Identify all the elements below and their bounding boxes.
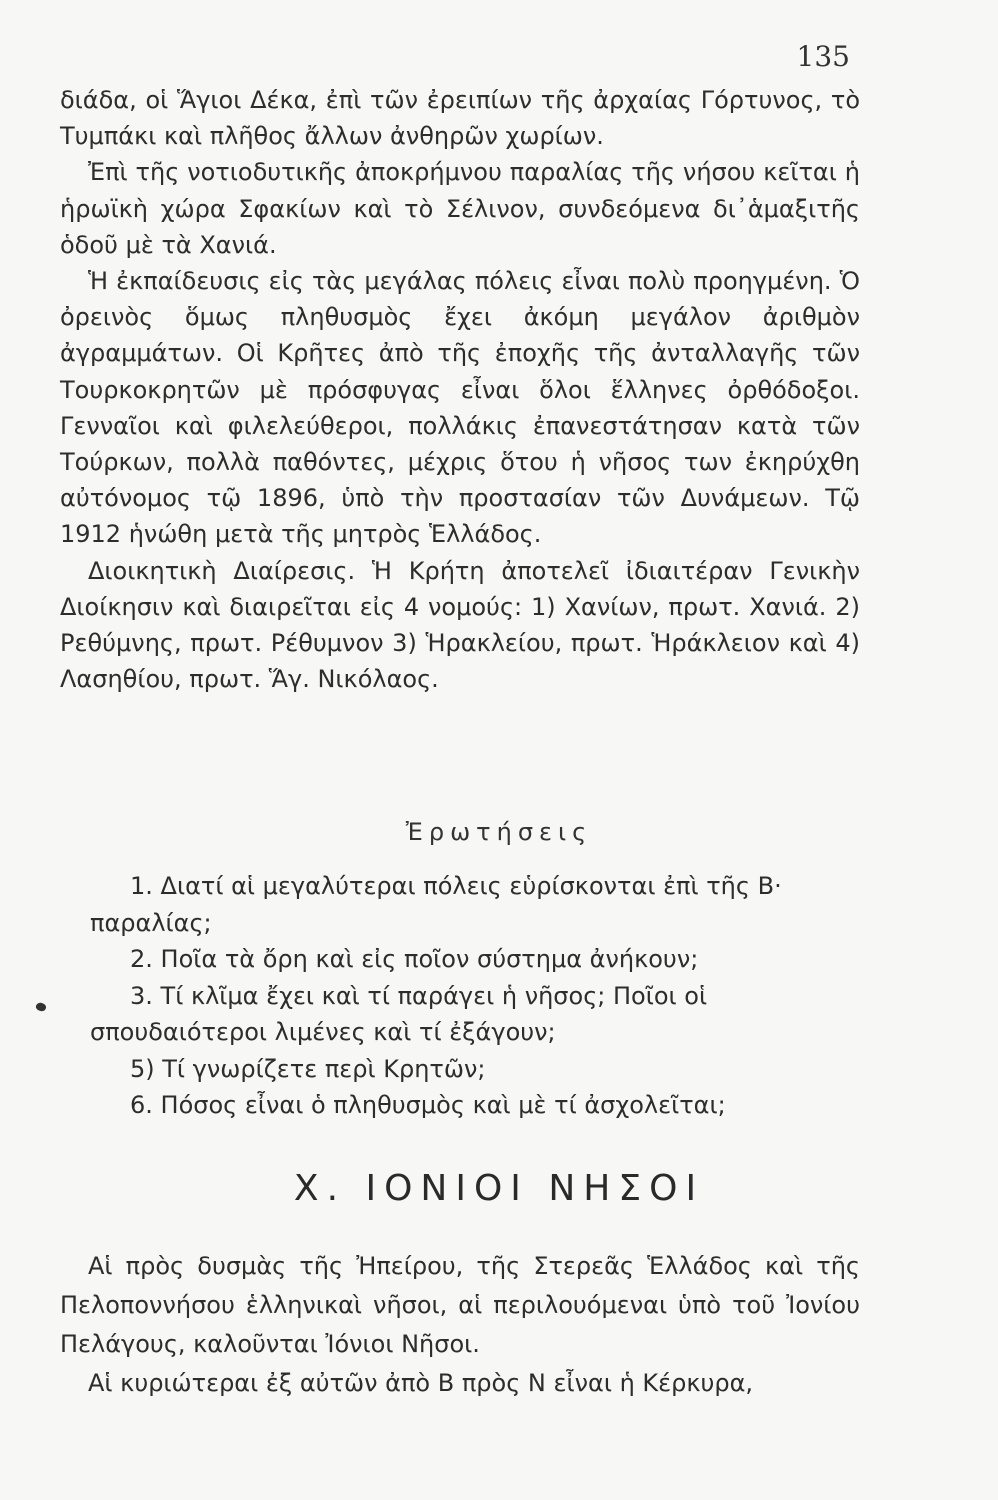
paragraph-education: Ἡ ἐκπαίδευσις εἰς τὰς μεγάλας πόλεις εἶναι πολὺ προηγμένη. Ὁ ὀρεινὸς ὅμως πληθυσμὸς ἔχει ἀκόμη μεγάλον ἀριθμὸν ἀγραμμάτων. Οἱ Κρῆτες ἀπὸ τῆς ἐποχῆς τῆς ἀνταλλαγῆς τῶν Τουρκοκρητῶν μὲ πρόσφυγας εἶναι ὅλοι ἕλληνες ὀρθόδοξοι. Γενναῖοι καὶ φιλελεύθεροι, πολλάκις ἐπανεστάτησαν κατὰ τῶν Τούρκων, πολλὰ παθόντες, μέχρις ὅτου ἡ νῆσος των ἐκηρύχθη αὐτόνομος τῷ 1896, ὑπὸ τὴν προστασίαν τῶν Δυνάμεων. Τῷ 1912 ἡνώθη μετὰ τῆς μητρὸς Ἑλλάδος. [60, 267, 860, 549]
question-item: 1. Διατί αἱ μεγαλύτεραι πόλεις εὑρίσκονται ἐπὶ τῆς Β· παραλίας; [90, 872, 782, 937]
body-text [60, 82, 860, 697]
questions-list [90, 868, 860, 1124]
paragraph-ionian-list: Αἱ κυριώτεραι ἐξ αὐτῶν ἀπὸ Β πρὸς Ν εἶναι ἡ Κέρκυρα, [88, 1369, 754, 1397]
question-item: 6. Πόσος εἶναι ὁ πληθυσμὸς καὶ μὲ τί ἀσχολεῖται; [130, 1091, 726, 1119]
question-item: 2. Ποῖα τὰ ὄρη καὶ εἰς ποῖον σύστημα ἀνήκουν; [130, 945, 699, 973]
section-heading: Χ. ΙΟΝΙΟΙ ΝΗΣΟΙ [293, 1168, 705, 1209]
paragraph-administrative-division: Διοικητικὴ Διαίρεσις. Ἡ Κρήτη ἀποτελεῖ ἰδιαιτέραν Γενικὴν Διοίκησιν καὶ διαιρεῖται εἰς 4 νομούς: 1) Χανίων, πρωτ. Χανιά. 2) Ρεθύμνης, πρωτ. Ρέθυμνον 3) Ἡρακλείου, πρωτ. Ἡράκλειον καὶ 4) Λασηθίου, πρωτ. Ἅγ. Νικόλαος. [60, 556, 860, 694]
questions-title: Ἐρωτήσεις [405, 818, 593, 846]
question-item: 5) Τί γνωρίζετε περὶ Κρητῶν; [130, 1054, 486, 1083]
page-number: 135 [796, 40, 850, 73]
paragraph-ionian-intro: Αἱ πρὸς δυσμὰς τῆς Ἠπείρου, τῆς Στερεᾶς Ἑλλάδος καὶ τῆς Πελοποννήσου ἑλληνικαὶ νῆσοι, αἱ περιλουόμεναι ὑπὸ τοῦ Ἰονίου Πελάγους, καλοῦνται Ἰόνιοι Νῆσοι. [60, 1252, 860, 1358]
paragraph-continuation: διάδα, οἱ Ἅγιοι Δέκα, ἐπὶ τῶν ἐρειπίων τῆς ἀρχαίας Γόρτυνος, τὸ Τυμπάκι καὶ πλῆθος ἄλλων ἀνθηρῶν χωρίων. [60, 86, 860, 151]
paragraph-sfakia: Ἐπὶ τῆς νοτιοδυτικῆς ἀποκρήμνου παραλίας τῆς νήσου κεῖται ἡ ἡρωϊκὴ χώρα Σφακίων καὶ τὸ Σέλινον, συνδεόμενα δι᾽ἁμαξιτῆς ὁδοῦ μὲ τὰ Χανιά. [60, 158, 860, 259]
ink-mark [35, 1001, 47, 1012]
question-item: 3. Τί κλῖμα ἔχει καὶ τί παράγει ἡ νῆσος; Ποῖοι οἱ σπουδαιότεροι λιμένες καὶ τί ἐξάγουν; [90, 981, 708, 1046]
section-text [60, 1247, 860, 1403]
